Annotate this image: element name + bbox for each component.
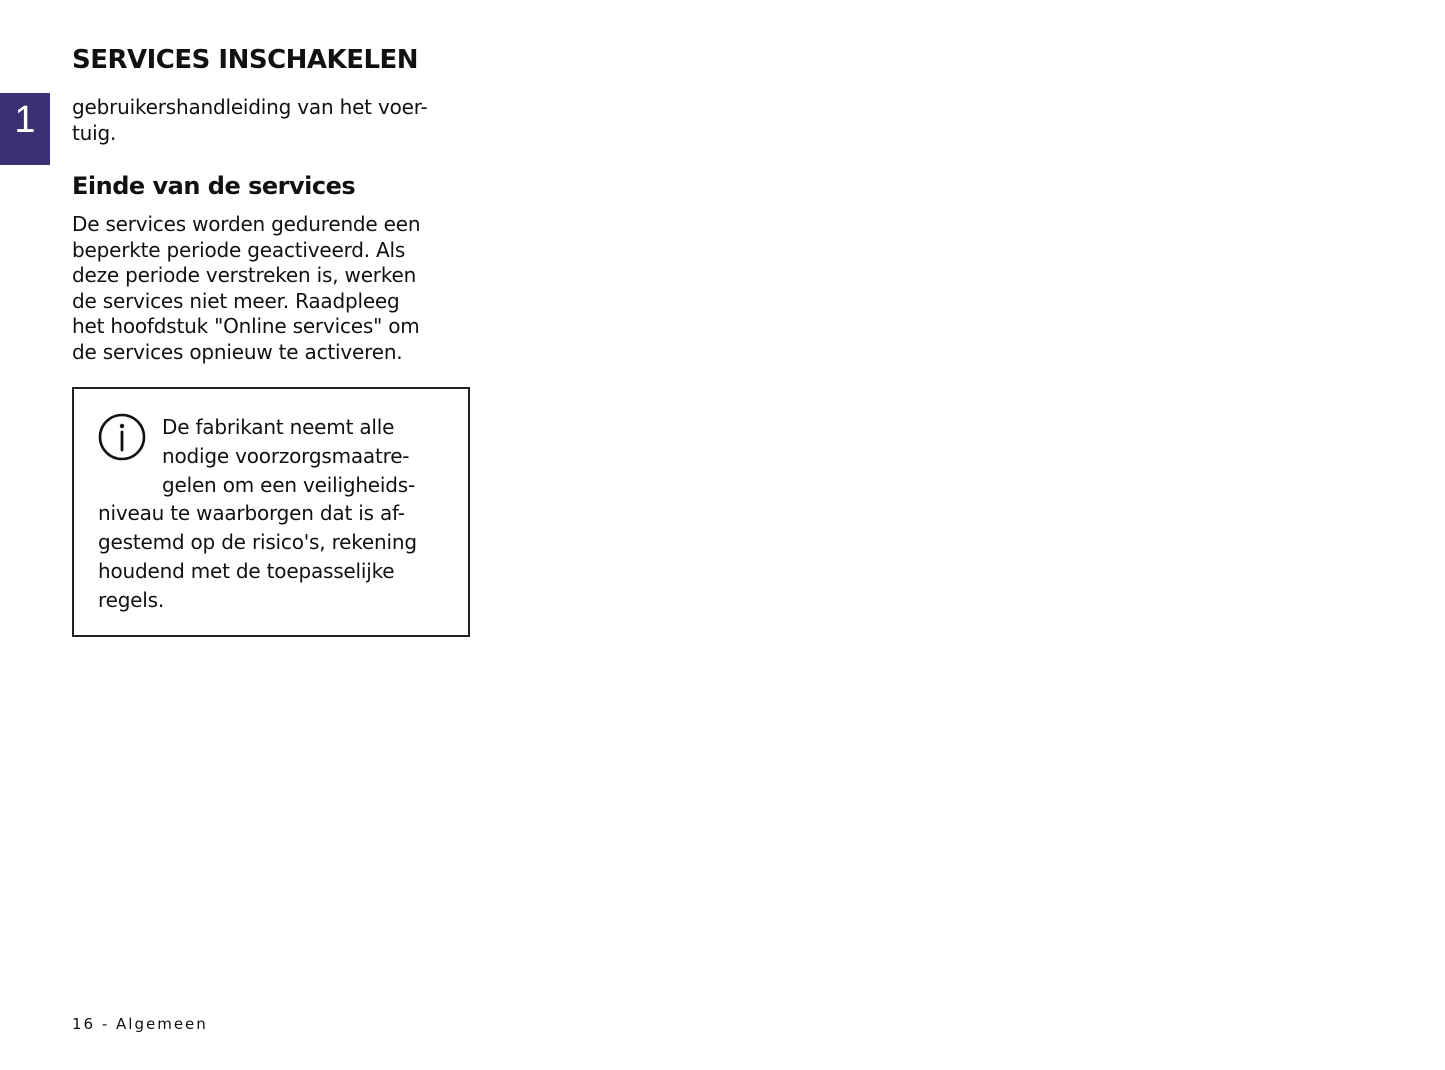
page-title: SERVICES INSCHAKELEN	[72, 45, 419, 75]
section-line: de services niet meer. Raadpleeg	[72, 288, 400, 313]
section-paragraph	[72, 212, 472, 365]
note-line: niveau te waarborgen dat is af-	[98, 501, 405, 526]
section-line: het hoofdstuk "Online services" om	[72, 314, 420, 338]
intro-line: tuig.	[72, 120, 117, 145]
chapter-tab	[0, 93, 50, 165]
page-footer: 16 - Algemeen	[72, 1015, 208, 1033]
section-line: beperkte periode geactiveerd. Als	[72, 237, 406, 262]
note-line: De fabrikant neemt alle	[162, 415, 395, 439]
note-line: houdend met de toepasselijke	[98, 558, 395, 583]
chapter-number: 1	[14, 99, 36, 141]
note-line: regels.	[98, 587, 165, 612]
section-line: de services opnieuw te activeren.	[72, 339, 403, 364]
note-text	[74, 413, 468, 615]
intro-paragraph	[72, 95, 472, 146]
section-heading: Einde van de services	[72, 172, 356, 200]
note-line: gelen om een veiligheids-	[162, 472, 415, 497]
intro-line: gebruikershandleiding van het voer-	[72, 95, 428, 119]
info-note-box	[72, 387, 470, 637]
section-line: De services worden gedurende een	[72, 212, 421, 236]
section-line: deze periode verstreken is, werken	[72, 263, 417, 287]
note-line: nodige voorzorgsmaatre-	[162, 443, 410, 468]
note-line: gestemd op de risico's, rekening	[98, 530, 417, 555]
